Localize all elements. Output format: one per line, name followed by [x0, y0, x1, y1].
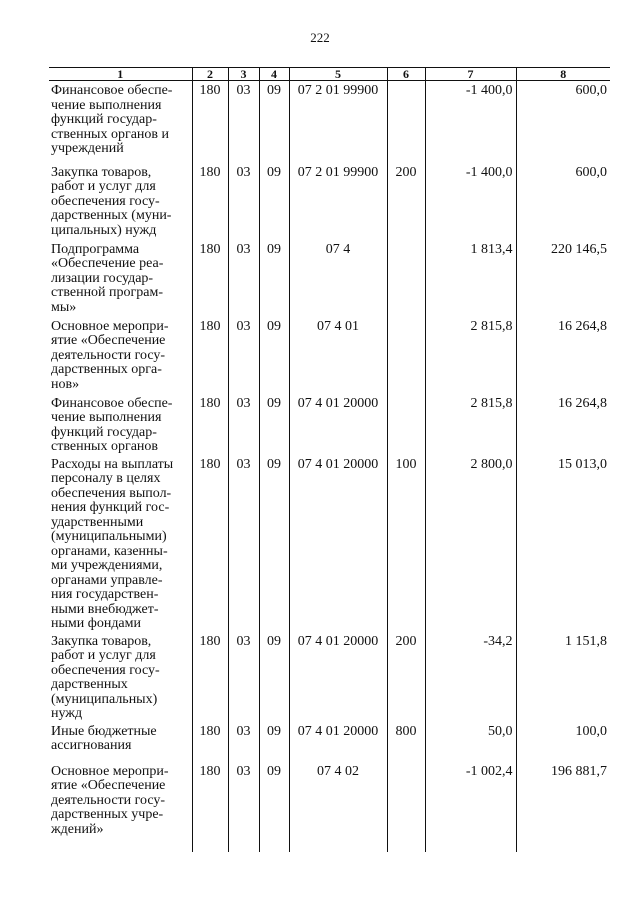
code-6-cell: [387, 762, 425, 852]
code-2-cell: 180: [192, 455, 228, 632]
row-name-line: учреждений: [51, 141, 124, 156]
row-name-cell: [49, 632, 192, 722]
code-2-cell: 180: [192, 81, 228, 163]
code-5-cell: 07 4: [289, 240, 387, 317]
row-name-line: дарственных орга-: [51, 362, 162, 377]
amount-8-cell: 1 151,8: [516, 632, 610, 722]
row-name-line: нужд: [51, 706, 83, 721]
row-name-line: мы»: [51, 299, 77, 315]
code-6-cell: 200: [387, 163, 425, 240]
code-3-cell: 03: [228, 762, 259, 852]
row-name-line: ственной програм-: [51, 285, 164, 300]
row-name-line: лизации государ-: [51, 270, 154, 286]
row-name-line: деятельности госу-: [51, 792, 166, 808]
row-name-line: дарственных учре-: [51, 807, 164, 822]
row-name-line: (муниципальными): [51, 529, 167, 544]
code-4-cell: 09: [259, 394, 289, 455]
row-name-line: ятие «Обеспечение: [51, 333, 166, 348]
row-name-cell: [49, 163, 192, 240]
column-header: 2: [192, 68, 228, 81]
amount-8-cell: 220 146,5: [516, 240, 610, 317]
row-name-line: нов»: [51, 376, 80, 392]
row-name-line: чение выполнения: [51, 410, 162, 425]
code-4-cell: 09: [259, 455, 289, 632]
code-4-cell: 09: [259, 240, 289, 317]
code-5-cell: 07 4 01 20000: [289, 632, 387, 722]
code-5-cell: 07 2 01 99900: [289, 163, 387, 240]
code-6-cell: [387, 81, 425, 163]
code-6-cell: [387, 317, 425, 394]
code-6-cell: 100: [387, 455, 425, 632]
row-name-line: Финансовое обеспе-: [51, 395, 173, 411]
amount-8-cell: 196 881,7: [516, 762, 610, 852]
code-6-cell: 200: [387, 632, 425, 722]
row-name-line: чение выполнения: [51, 97, 162, 113]
row-name-line: работ и услуг для: [51, 179, 156, 194]
table-row: [49, 163, 610, 240]
column-header: 5: [289, 68, 387, 81]
table-row: [49, 317, 610, 394]
row-name-cell: [49, 394, 192, 455]
row-name-line: обеспечения госу-: [51, 662, 160, 678]
amount-7-cell: 2 815,8: [425, 394, 516, 455]
amount-7-cell: 1 813,4: [425, 240, 516, 317]
code-2-cell: 180: [192, 762, 228, 852]
row-name-cell: [49, 455, 192, 632]
row-name-line: Закупка товаров,: [51, 633, 152, 649]
code-3-cell: 03: [228, 632, 259, 722]
row-name-line: «Обеспечение реа-: [51, 256, 164, 271]
code-2-cell: 180: [192, 317, 228, 394]
table-row: [49, 762, 610, 852]
code-4-cell: 09: [259, 762, 289, 852]
code-6-cell: [387, 394, 425, 455]
code-2-cell: 180: [192, 722, 228, 762]
row-name-line: органами управле-: [51, 572, 163, 588]
row-name-line: дарственных (муни-: [51, 208, 172, 223]
amount-8-cell: 100,0: [516, 722, 610, 762]
code-3-cell: 03: [228, 722, 259, 762]
row-name-line: ми учреждениями,: [51, 558, 163, 573]
row-name-line: обеспечения госу-: [51, 193, 160, 209]
table-row: [49, 394, 610, 455]
row-name-line: ждений»: [51, 821, 104, 837]
amount-7-cell: 2 800,0: [425, 455, 516, 632]
row-name-line: Основное меропри-: [51, 763, 169, 779]
code-4-cell: 09: [259, 317, 289, 394]
code-4-cell: 09: [259, 722, 289, 762]
column-header: 6: [387, 68, 425, 81]
code-3-cell: 03: [228, 394, 259, 455]
row-name-line: ния государствен-: [51, 587, 159, 602]
row-name-line: Подпрограмма: [51, 241, 140, 257]
row-name-line: ципальных) нужд: [51, 222, 157, 238]
amount-7-cell: 2 815,8: [425, 317, 516, 394]
code-3-cell: 03: [228, 240, 259, 317]
column-header: 8: [516, 68, 610, 81]
row-name-cell: [49, 762, 192, 852]
row-name-line: персоналу в целях: [51, 471, 161, 486]
code-2-cell: 180: [192, 163, 228, 240]
row-name-line: Закупка товаров,: [51, 164, 152, 180]
row-name-line: обеспечения выпол-: [51, 485, 172, 501]
code-5-cell: 07 4 01 20000: [289, 455, 387, 632]
header-row: [49, 68, 610, 81]
row-name-line: нения функций гос-: [51, 500, 170, 515]
code-4-cell: 09: [259, 163, 289, 240]
code-5-cell: 07 4 02: [289, 762, 387, 852]
code-5-cell: 07 2 01 99900: [289, 81, 387, 163]
row-name-line: Расходы на выплаты: [51, 456, 174, 472]
row-name-cell: [49, 722, 192, 762]
row-name-line: органами, казенны-: [51, 543, 168, 559]
code-3-cell: 03: [228, 81, 259, 163]
amount-8-cell: 600,0: [516, 81, 610, 163]
code-2-cell: 180: [192, 240, 228, 317]
page-number: 222: [310, 30, 330, 45]
code-5-cell: 07 4 01: [289, 317, 387, 394]
row-name-line: Финансовое обеспе-: [51, 83, 173, 98]
table-row: [49, 632, 610, 722]
amount-8-cell: 15 013,0: [516, 455, 610, 632]
code-5-cell: 07 4 01 20000: [289, 394, 387, 455]
table-row: [49, 455, 610, 632]
amount-8-cell: 600,0: [516, 163, 610, 240]
column-header: 1: [49, 68, 192, 81]
row-name-line: (муниципальных): [51, 691, 158, 707]
amount-7-cell: -1 400,0: [425, 81, 516, 163]
amount-7-cell: -1 400,0: [425, 163, 516, 240]
row-name-cell: [49, 317, 192, 394]
row-name-cell: [49, 240, 192, 317]
row-name-line: Основное меропри-: [51, 318, 169, 334]
amount-7-cell: 50,0: [425, 722, 516, 762]
row-name-line: ассигнования: [51, 738, 132, 753]
code-3-cell: 03: [228, 455, 259, 632]
row-name-line: функций государ-: [51, 424, 157, 440]
code-2-cell: 180: [192, 394, 228, 455]
budget-table: [49, 67, 610, 852]
amount-8-cell: 16 264,8: [516, 394, 610, 455]
table-row: [49, 81, 610, 163]
row-name-line: ственных органов: [51, 439, 159, 454]
amount-7-cell: -1 002,4: [425, 762, 516, 852]
column-header: 4: [259, 68, 289, 81]
amount-8-cell: 16 264,8: [516, 317, 610, 394]
table-row: [49, 240, 610, 317]
code-4-cell: 09: [259, 632, 289, 722]
row-name-line: ными фондами: [51, 616, 142, 631]
row-name-line: дарственных: [51, 677, 128, 692]
code-3-cell: 03: [228, 163, 259, 240]
row-name-line: деятельности госу-: [51, 347, 166, 363]
row-name-cell: [49, 81, 192, 163]
row-name-line: ными внебюджет-: [51, 601, 159, 617]
row-name-line: работ и услуг для: [51, 648, 156, 663]
table-row: [49, 722, 610, 762]
amount-7-cell: -34,2: [425, 632, 516, 722]
code-2-cell: 180: [192, 632, 228, 722]
code-6-cell: [387, 240, 425, 317]
code-3-cell: 03: [228, 317, 259, 394]
row-name-line: Иные бюджетные: [51, 723, 157, 739]
column-header: 3: [228, 68, 259, 81]
code-6-cell: 800: [387, 722, 425, 762]
row-name-line: ятие «Обеспечение: [51, 778, 166, 793]
row-name-line: ударственными: [51, 514, 144, 530]
row-name-line: ственных органов и: [51, 126, 170, 142]
code-5-cell: 07 4 01 20000: [289, 722, 387, 762]
row-name-line: функций государ-: [51, 112, 157, 127]
column-header: 7: [425, 68, 516, 81]
code-4-cell: 09: [259, 81, 289, 163]
